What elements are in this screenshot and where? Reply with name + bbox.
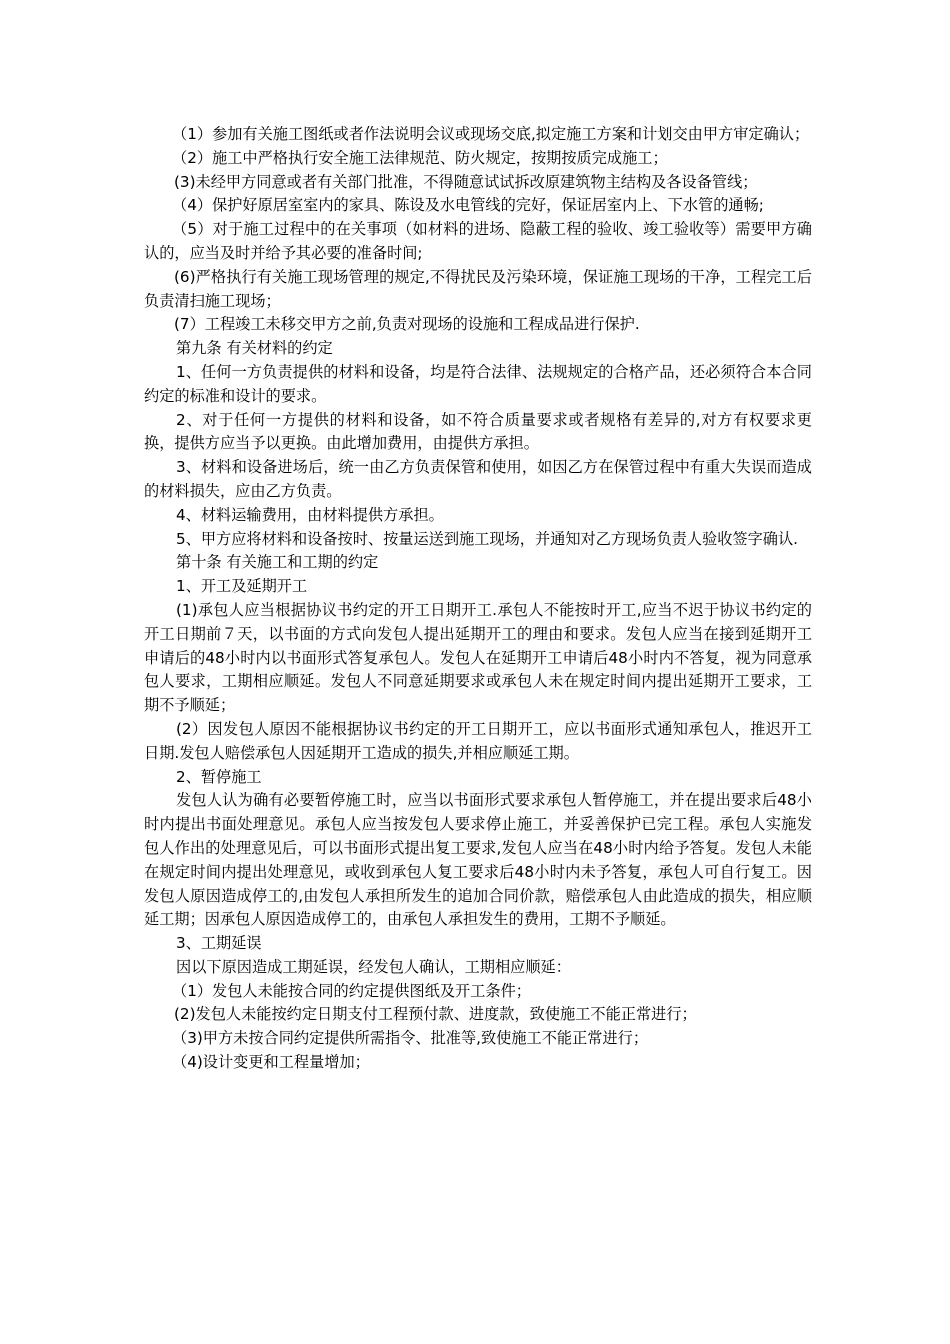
clause-item-7: (7）工程竣工未移交甲方之前,负责对现场的设施和工程成品进行保护.: [174, 315, 640, 334]
clause-item-3: (3)未经甲方同意或者有关部门批准，不得随意试试拆改原建筑物主结构及各设备管线；: [174, 172, 758, 191]
article-9-heading: 第九条 有关材料的约定: [176, 339, 333, 358]
delay-item-2: (2)发包人未能按约定日期支付工程预付款、进度款，致使施工不能正常进行；: [174, 1005, 697, 1024]
section-1-item-1: (1)承包人应当根据协议书约定的开工日期开工.承包人不能按时开工,应当不迟于协议书约定的开工日期前７天，以书面的方式向发包人提出延期开工的理由和要求。发包人应当在接到延期开工申请后的48小时内以书面形式答复承包人。发包人在延期开工申请后48小时内不答复，视为同意承包人要求，工期相应顺延。发包人不同意延期要求或承包人未在规定时间内提出延期开工要求，工期不予顺延；: [144, 600, 812, 715]
clause-item-5: （5）对于施工过程中的在关事项（如材料的进场、隐蔽工程的验收、竣工验收等）需要甲方确认的，应当及时并给予其必要的准备时间;: [144, 220, 812, 262]
clause-item-1: （1）参加有关施工图纸或者作法说明会议或现场交底,拟定施工方案和计划交由甲方审定确认；: [172, 125, 810, 143]
delay-item-3: （3)甲方未按合同约定提供所需指令、批准等,致使施工不能正常进行；: [172, 1029, 649, 1048]
delay-item-1: （1）发包人未能按合同的约定提供图纸及开工条件；: [172, 981, 531, 1000]
section-3-heading: 3、工期延误: [176, 934, 262, 953]
materials-item-1: 1、任何一方负责提供的材料和设备，均是符合法律、法规规定的合格产品，还必须符合本合同约定的标准和设计的要求。: [144, 362, 812, 405]
clause-item-6: (6)严格执行有关施工现场管理的规定,不得扰民及污染环境，保证施工现场的干净，工程完工后负责清扫施工现场；: [144, 267, 812, 310]
materials-item-3: 3、材料和设备进场后，统一由乙方负责保管和使用，如因乙方在保管过程中有重大失误而造成的材料损失，应由乙方负责。: [144, 458, 812, 500]
materials-item-5: 5、甲方应将材料和设备按时、按量运送到施工现场，并通知对乙方现场负责人验收签字确认.: [176, 529, 798, 548]
document-body: [144, 123, 812, 1075]
article-10-heading: 第十条 有关施工和工期的约定: [176, 553, 379, 572]
section-1-heading: 1、开工及延期开工: [176, 577, 308, 596]
materials-item-2: 2、对于任何一方提供的材料和设备，如不符合质量要求或者规格有差异的,对方有权要求更换，提供方应当予以更换。由此增加费用，由提供方承担。: [144, 410, 812, 453]
delay-item-4: （4)设计变更和工程量增加；: [172, 1053, 370, 1072]
materials-item-4: 4、材料运输费用，由材料提供方承担。: [176, 505, 444, 524]
clause-item-4: （4）保护好原居室室内的家具、陈设及水电管线的完好，保证居室内上、下水管的通畅;: [172, 196, 764, 215]
section-2-body: 发包人认为确有必要暂停施工时，应当以书面形式要求承包人暂停施工，并在提出要求后48小时内提出书面处理意见。承包人应当按发包人要求停止施工，并妥善保护已完工程。承包人实施发包人作出的处理意见后，可以书面形式提出复工要求,发包人应当在48小时内给予答复。发包人未能在规定时间内提出处理意见，或收到承包人复工要求后48小时内未予答复，承包人可自行复工。因发包人原因造成停工的,由发包人承担所发生的追加合同价款，赔偿承包人由此造成的损失，相应顺延工期；因承包人原因造成停工的，由承包人承担发生的费用，工期不予顺延。: [144, 791, 812, 929]
section-2-heading: 2、暂停施工: [176, 767, 262, 786]
section-1-item-2: (2）因发包人原因不能根据协议书约定的开工日期开工，应以书面形式通知承包人，推迟开工日期.发包人赔偿承包人因延期开工造成的损失,并相应顺延工期。: [144, 719, 812, 762]
clause-item-2: （2）施工中严格执行安全施工法律规范、防火规定，按期按质完成施工；: [172, 148, 668, 167]
section-3-intro: 因以下原因造成工期延误，经发包人确认，工期相应顺延：: [176, 957, 571, 976]
